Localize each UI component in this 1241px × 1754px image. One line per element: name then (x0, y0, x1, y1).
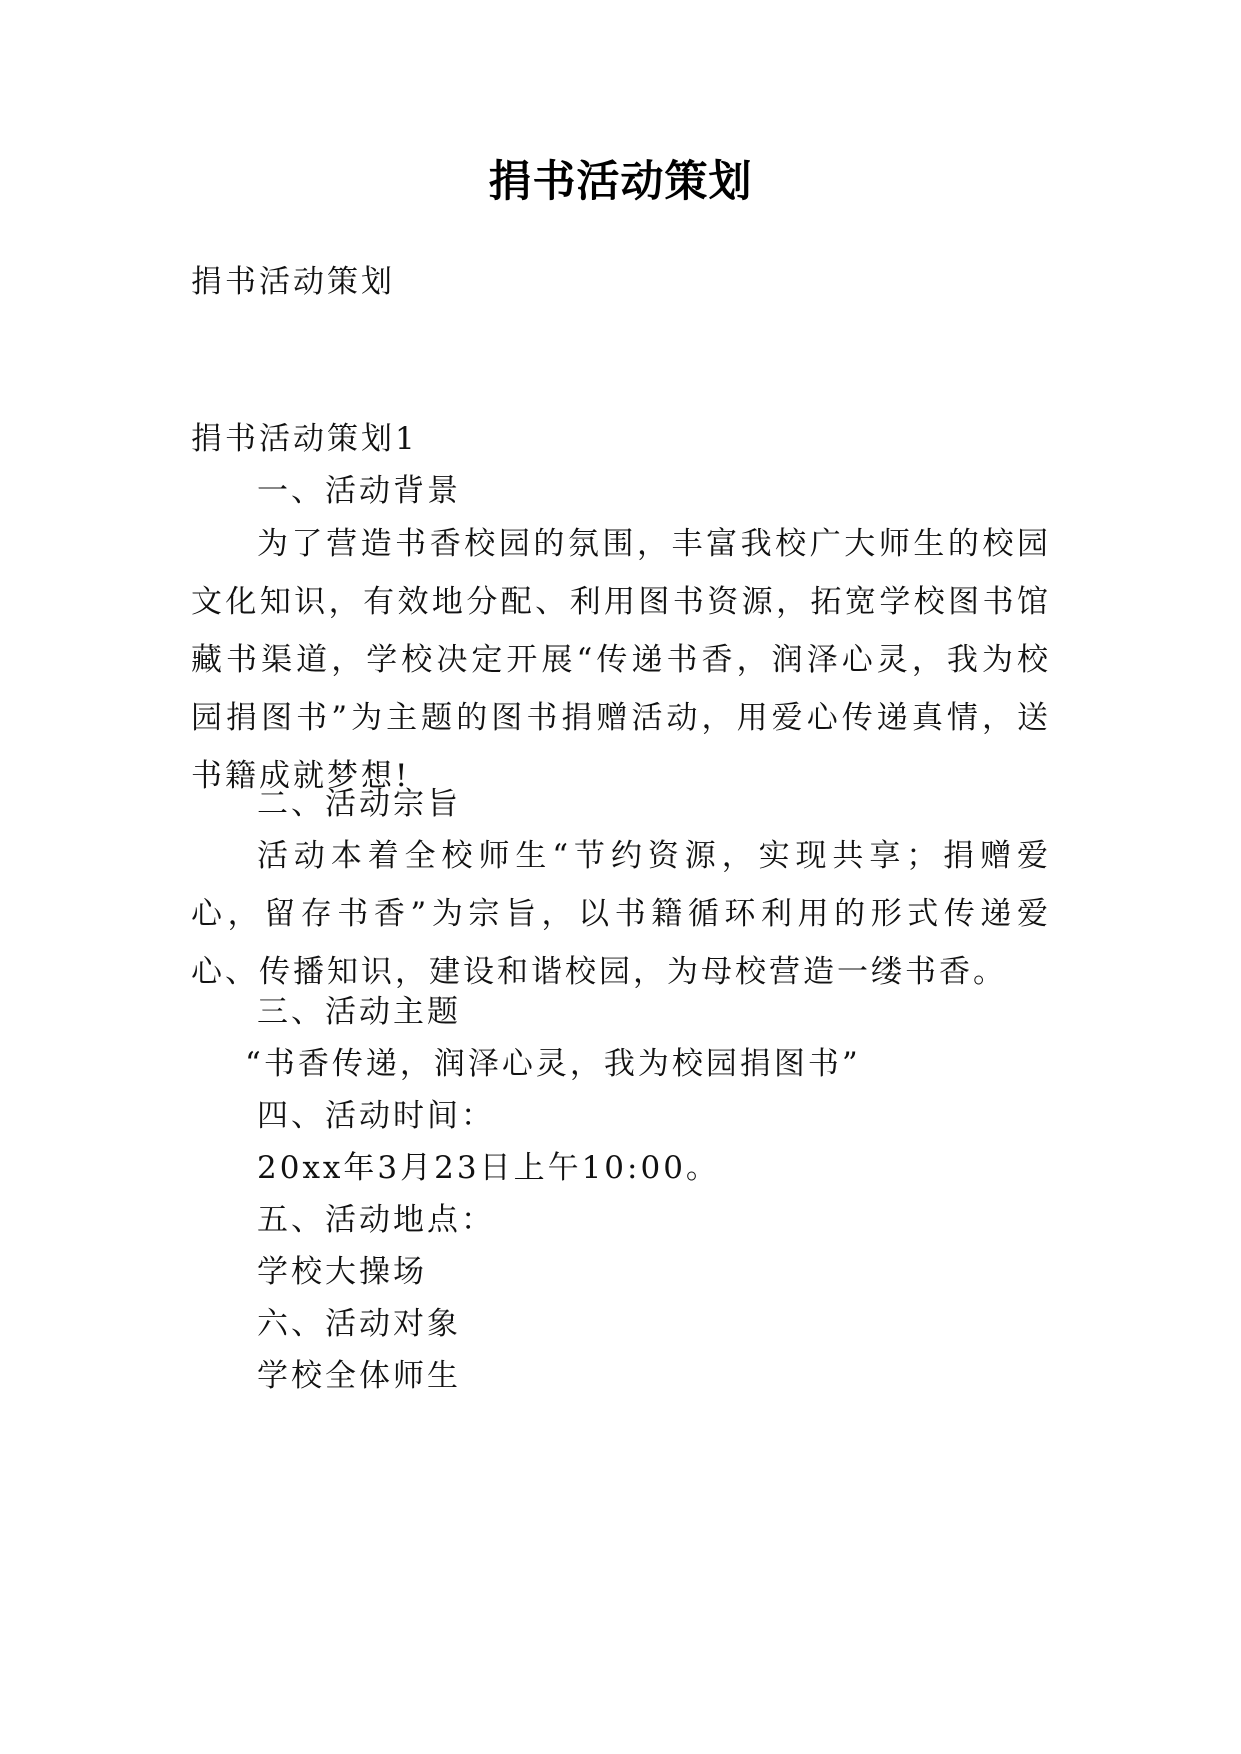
paragraph-location: 学校大操场 (257, 1254, 427, 1290)
heading-purpose: 二、活动宗旨 (257, 786, 461, 822)
document-subtitle: 捐书活动策划 (191, 264, 395, 300)
paragraph-purpose: 活动本着全校师生“节约资源，实现共享；捐赠爱心，留存书香”为宗旨，以书籍循环利用的形式传递爱心、传播知识，建设和谐校园，为母校营造一缕书香。 (191, 838, 1051, 990)
paragraph-participants: 学校全体师生 (257, 1358, 461, 1394)
paragraph-theme: “书香传递，润泽心灵，我为校园捐图书” (245, 1046, 861, 1082)
document-title: 捐书活动策划 (488, 157, 753, 207)
paragraph-time: 20xx年3月23日上午10:00。 (257, 1150, 720, 1186)
heading-time: 四、活动时间： (257, 1098, 495, 1134)
heading-background: 一、活动背景 (257, 473, 461, 509)
heading-participants: 六、活动对象 (257, 1306, 461, 1342)
heading-theme: 三、活动主题 (257, 994, 461, 1030)
paragraph-background: 为了营造书香校园的氛围，丰富我校广大师生的校园文化知识，有效地分配、利用图书资源，拓宽学校图书馆藏书渠道，学校决定开展“传递书香，润泽心灵，我为校园捐图书”为主题的图书捐赠活动，用爱心传递真情，送书籍成就梦想! (191, 526, 1051, 794)
heading-location: 五、活动地点： (257, 1202, 495, 1238)
section-heading: 捐书活动策划1 (191, 421, 418, 457)
